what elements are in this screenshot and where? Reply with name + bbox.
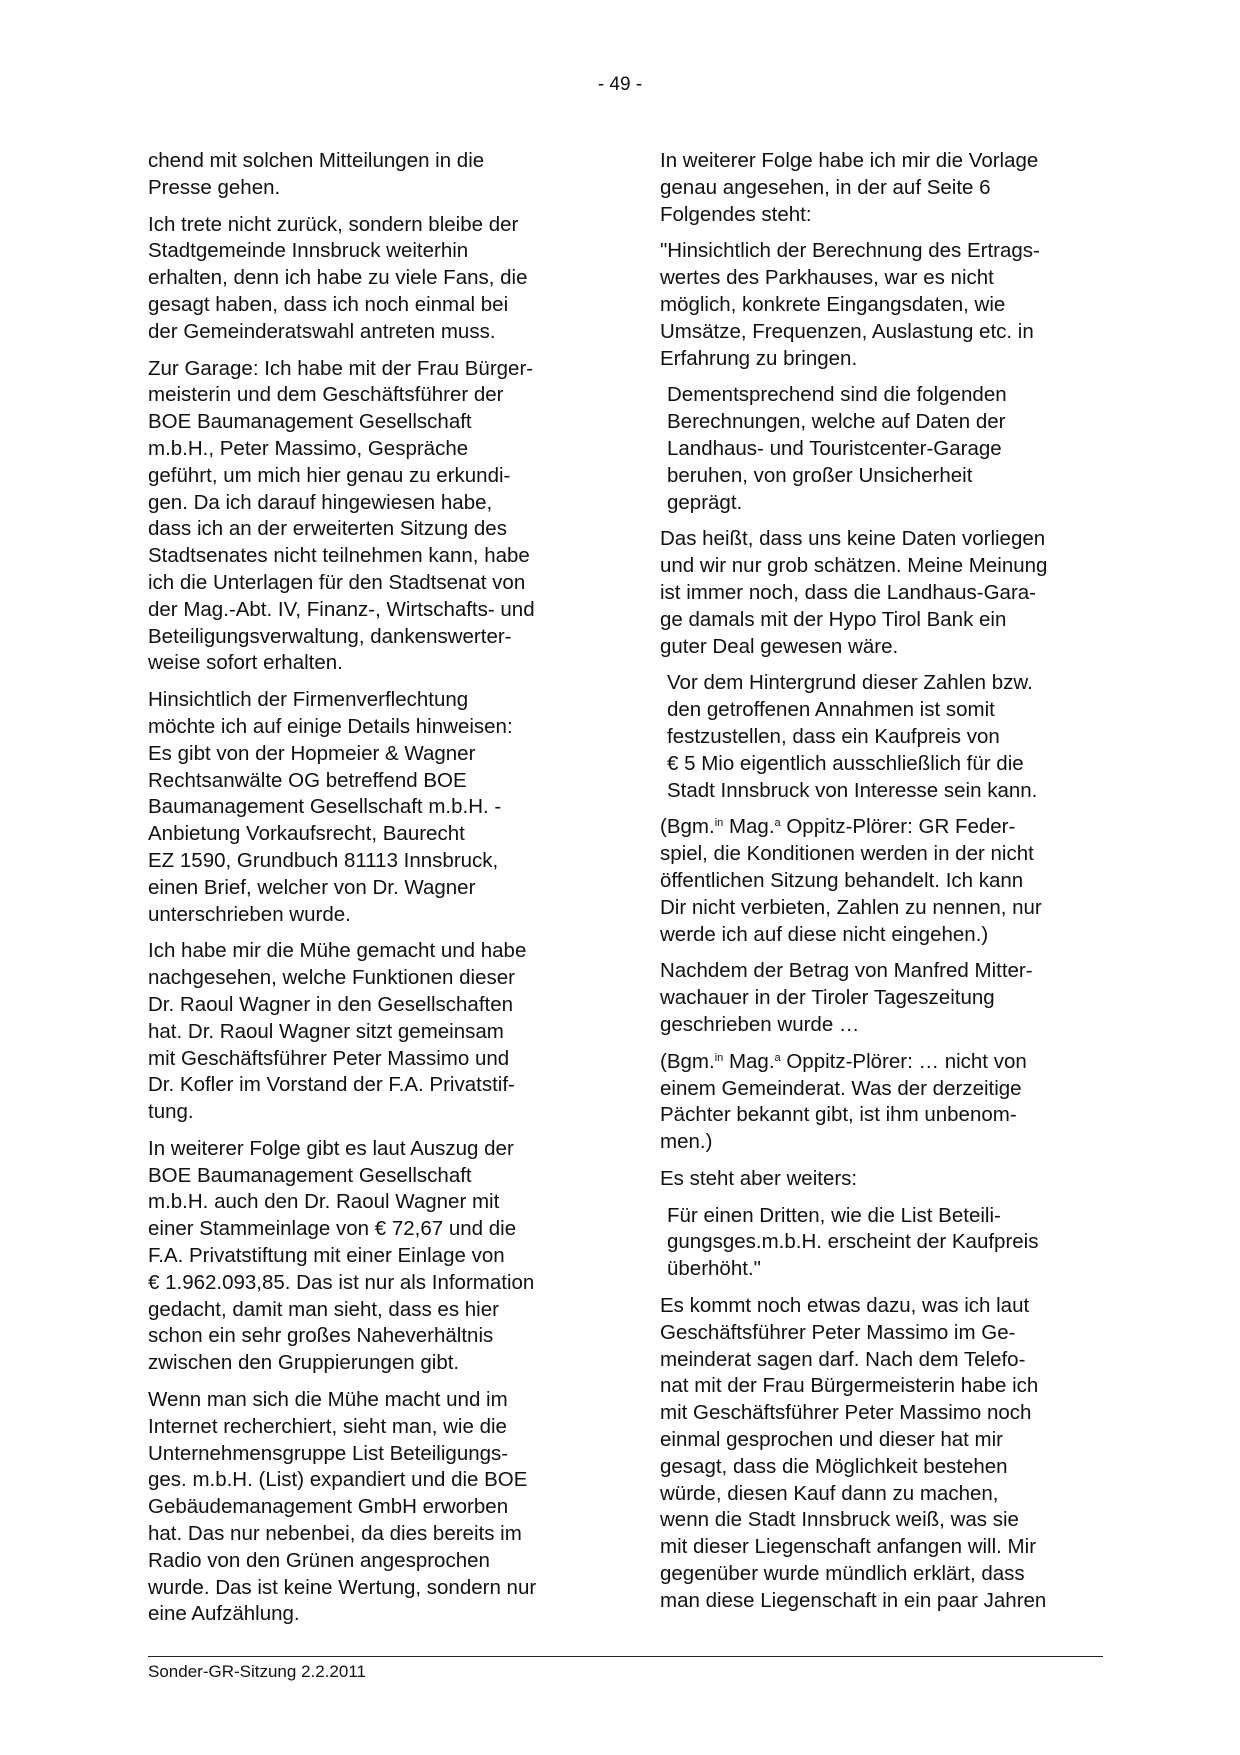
text-line: Ich trete nicht zurück, sondern bleibe der <box>148 212 519 236</box>
quote-paragraph <box>660 382 1100 516</box>
text-line: ich die Unterlagen für den Stadtsenat von <box>148 570 526 594</box>
text-line: einmal gesprochen und dieser hat mir <box>660 1428 1003 1452</box>
text-line: BOE Baumanagement Gesellschaft <box>148 410 472 434</box>
paragraph <box>148 1387 588 1628</box>
text-line: Folgendes steht: <box>660 202 812 226</box>
text-line: einer Stammeinlage von € 72,67 und die <box>148 1217 517 1241</box>
text-line: schon ein sehr großes Naheverhältnis <box>148 1324 494 1348</box>
text-line: würde, diesen Kauf dann zu machen, <box>660 1481 999 1505</box>
text-line: chend mit solchen Mitteilungen in die <box>148 149 485 172</box>
right-column <box>660 148 1100 1625</box>
text-line: gesagt, dass die Möglichkeit bestehen <box>660 1454 1008 1478</box>
text-line: Das heißt, dass uns keine Daten vorliegen <box>660 527 1046 551</box>
text-line: beruhen, von großer Unsicherheit <box>667 463 973 487</box>
text-line: Stadtgemeinde Innsbruck weiterhin <box>148 239 469 263</box>
text-line: geschrieben wurde … <box>660 1012 860 1036</box>
text-line: Baumanagement Gesellschaft m.b.H. - <box>148 795 502 819</box>
text-line: Dir nicht verbieten, Zahlen zu nennen, nur <box>660 895 1042 919</box>
text-line: Stadt Innsbruck von Interesse sein kann. <box>667 778 1038 802</box>
text-line: ge damals mit der Hypo Tirol Bank ein <box>660 607 1007 631</box>
text-line: und wir nur grob schätzen. Meine Meinung <box>660 554 1048 578</box>
paragraph <box>148 938 588 1126</box>
text-line: einen Brief, welcher von Dr. Wagner <box>148 875 476 899</box>
text-line: möglich, konkrete Eingangsdaten, wie <box>660 292 1006 316</box>
paragraph <box>660 526 1100 660</box>
text-line: "Hinsichtlich der Berechnung des Ertrags- <box>660 239 1040 263</box>
text-line: der Mag.-Abt. IV, Finanz-, Wirtschafts- und <box>148 597 535 621</box>
text-line: gedacht, damit man sieht, dass es hier <box>148 1297 499 1321</box>
text-line: m.b.H. auch den Dr. Raoul Wagner mit <box>148 1190 500 1214</box>
text-line: € 5 Mio eigentlich ausschließlich für die <box>667 751 1024 775</box>
text-line: meisterin und dem Geschäftsführer der <box>148 383 504 407</box>
text-line: Stadtsenates nicht teilnehmen kann, habe <box>148 544 530 568</box>
text-line: der Gemeinderatswahl antreten muss. <box>148 319 496 343</box>
text-line: mit Geschäftsführer Peter Massimo noch <box>660 1401 1032 1425</box>
text-line: man diese Liegenschaft in ein paar Jahren <box>660 1588 1047 1612</box>
text-line: Beteiligungsverwaltung, dankenswerter- <box>148 624 512 648</box>
text-line: den getroffenen Annahmen ist somit <box>667 698 995 722</box>
text-line: Dr. Raoul Wagner in den Gesellschaften <box>148 992 514 1016</box>
quote-paragraph <box>660 238 1100 372</box>
text-line: weise sofort erhalten. <box>148 651 343 675</box>
text-line: € 1.962.093,85. Das ist nur als Information <box>148 1270 535 1294</box>
paragraph <box>148 356 588 678</box>
text-line: hat. Dr. Raoul Wagner sitzt gemeinsam <box>148 1019 504 1043</box>
interjection-paragraph <box>660 814 1100 948</box>
text-line: guter Deal gewesen wäre. <box>660 634 899 658</box>
text-line: Rechtsanwälte OG betreffend BOE <box>148 768 467 792</box>
paragraph <box>660 1293 1100 1615</box>
text-line: nachgesehen, welche Funktionen dieser <box>148 966 515 990</box>
text-line: In weiterer Folge habe ich mir die Vorlage <box>660 149 1039 172</box>
text-line: Es kommt noch etwas dazu, was ich laut <box>660 1294 1030 1318</box>
text-line: genau angesehen, in der auf Seite 6 <box>660 175 991 199</box>
text-line: Umsätze, Frequenzen, Auslastung etc. in <box>660 319 1034 343</box>
text-line: Erfahrung zu bringen. <box>660 346 858 370</box>
paragraph <box>660 148 1100 228</box>
text-line: möchte ich auf einige Details hinweisen: <box>148 714 513 738</box>
text-line: mit dieser Liegenschaft anfangen will. Mir <box>660 1535 1037 1559</box>
text-line: wachauer in der Tiroler Tageszeitung <box>660 986 995 1010</box>
text-line: mit Geschäftsführer Peter Massimo und <box>148 1046 510 1070</box>
text-line: gungsges.m.b.H. erscheint der Kaufpreis <box>667 1230 1039 1254</box>
text-line: Nachdem der Betrag von Manfred Mitter- <box>660 959 1033 983</box>
text-line: geprägt. <box>667 490 743 514</box>
text-line: Vor dem Hintergrund dieser Zahlen bzw. <box>667 671 1033 695</box>
text-line: Anbietung Vorkaufsrecht, Baurecht <box>148 822 465 846</box>
text-line: Wenn man sich die Mühe macht und im <box>148 1388 508 1412</box>
text-line: wenn die Stadt Innsbruck weiß, was sie <box>660 1508 1019 1532</box>
text-line: Landhaus- und Touristcenter-Garage <box>667 436 1002 460</box>
text-line: wertes des Parkhauses, war es nicht <box>660 266 994 290</box>
paragraph <box>148 1136 588 1377</box>
text-line: werde ich auf diese nicht eingehen.) <box>660 922 989 946</box>
text-line: Dr. Kofler im Vorstand der F.A. Privatstif- <box>148 1073 515 1097</box>
text-line: meinderat sagen darf. Nach dem Telefo- <box>660 1347 1026 1371</box>
text-line: BOE Baumanagement Gesellschaft <box>148 1163 472 1187</box>
text-line: gen. Da ich darauf hingewiesen habe, <box>148 490 493 514</box>
text-line: festzustellen, dass ein Kaufpreis von <box>667 724 1000 748</box>
text-line: spiel, die Konditionen werden in der nicht <box>660 842 1034 866</box>
quote-paragraph <box>660 670 1100 804</box>
text-line: Zur Garage: Ich habe mit der Frau Bürger- <box>148 356 534 380</box>
text-line: m.b.H., Peter Massimo, Gespräche <box>148 436 469 460</box>
text-line: nat mit der Frau Bürgermeisterin habe ich <box>660 1374 1039 1398</box>
text-line: geführt, um mich hier genau zu erkundi- <box>148 463 511 487</box>
text-line: ges. m.b.H. (List) expandiert und die BOE <box>148 1468 528 1492</box>
text-line: Geschäftsführer Peter Massimo im Ge- <box>660 1320 1016 1344</box>
text-line: Unternehmensgruppe List Beteiligungs- <box>148 1441 509 1465</box>
text-line: Presse gehen. <box>148 175 281 199</box>
left-column <box>148 148 588 1638</box>
footer-divider <box>148 1656 1103 1657</box>
paragraph <box>660 1166 1100 1193</box>
text-line: gesagt haben, dass ich noch einmal bei <box>148 292 509 316</box>
text-line: men.) <box>660 1130 713 1154</box>
text-line: Pächter bekannt gibt, ist ihm unbenom- <box>660 1103 1017 1127</box>
text-line: zwischen den Gruppierungen gibt. <box>148 1351 460 1375</box>
text-line: Hinsichtlich der Firmenverflechtung <box>148 688 469 712</box>
text-line: öffentlichen Sitzung behandelt. Ich kann <box>660 868 1024 892</box>
text-line: Dementsprechend sind die folgenden <box>667 383 1007 407</box>
text-line: Gebäudemanagement GmbH erworben <box>148 1495 509 1519</box>
text-line: Radio von den Grünen angesprochen <box>148 1548 490 1572</box>
text-line: Es gibt von der Hopmeier & Wagner <box>148 741 476 765</box>
text-line: Ich habe mir die Mühe gemacht und habe <box>148 939 527 963</box>
page-number: - 49 - <box>597 74 643 95</box>
text-line: tung. <box>148 1100 194 1124</box>
quote-paragraph <box>660 1203 1100 1283</box>
paragraph <box>148 148 588 202</box>
text-line: Es steht aber weiters: <box>660 1166 858 1190</box>
text-line: hat. Das nur nebenbei, da dies bereits im <box>148 1522 522 1546</box>
text-line: überhöht." <box>667 1257 761 1281</box>
footer-session-label: Sonder-GR-Sitzung 2.2.2011 <box>148 1662 366 1681</box>
interjection-first-line: (Bgm.$^{in}$ Mag.$^a$ Oppitz-Plörer: … nicht von <box>660 1049 1027 1073</box>
text-line: EZ 1590, Grundbuch 81113 Innsbruck, <box>148 848 499 872</box>
interjection-first-line: (Bgm.$^{in}$ Mag.$^a$ Oppitz-Plörer: GR Feder- <box>660 815 1016 839</box>
text-line: eine Aufzählung. <box>148 1602 300 1626</box>
text-line: Berechnungen, welche auf Daten der <box>667 410 1006 434</box>
paragraph <box>148 687 588 928</box>
interjection-paragraph <box>660 1049 1100 1156</box>
text-line: Internet recherchiert, sieht man, wie die <box>148 1414 507 1438</box>
text-line: gegenüber wurde mündlich erklärt, dass <box>660 1562 1025 1586</box>
paragraph <box>148 212 588 346</box>
text-line: unterschrieben wurde. <box>148 902 351 926</box>
text-line: dass ich an der erweiterten Sitzung des <box>148 517 507 541</box>
text-line: erhalten, denn ich habe zu viele Fans, die <box>148 266 528 290</box>
text-line: einem Gemeinderat. Was der derzeitige <box>660 1076 1022 1100</box>
text-line: In weiterer Folge gibt es laut Auszug der <box>148 1136 514 1160</box>
text-line: Für einen Dritten, wie die List Beteili- <box>667 1203 1001 1227</box>
text-line: wurde. Das ist keine Wertung, sondern nur <box>148 1575 537 1599</box>
paragraph <box>660 958 1100 1038</box>
text-line: F.A. Privatstiftung mit einer Einlage von <box>148 1244 505 1268</box>
text-line: ist immer noch, dass die Landhaus-Gara- <box>660 580 1037 604</box>
